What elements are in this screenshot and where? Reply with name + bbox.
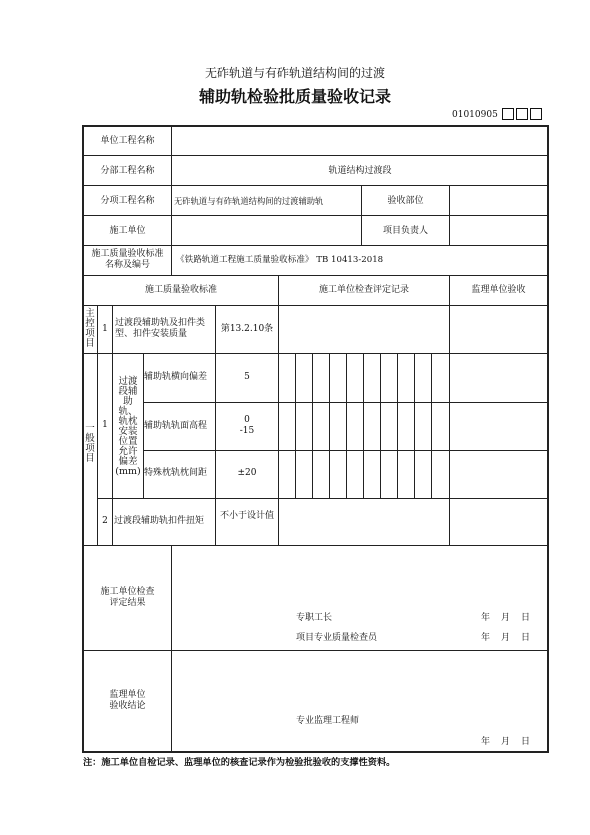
record-grid-line (380, 353, 381, 498)
row-line (82, 545, 549, 546)
tolerance-label: 过渡段辅助轨、轨枕安装位置允许偏差(mm) (115, 376, 141, 477)
standard-label-line1: 施工质量验收标准 (91, 249, 164, 259)
row-line (82, 305, 549, 306)
supervision-month: 月 (501, 737, 511, 747)
construction-unit-label: 施工单位 (109, 226, 146, 236)
standard-label-line2: 名称及编号 (104, 260, 150, 270)
col-line (361, 185, 362, 245)
inspection-location-label: 验收部位 (387, 196, 424, 206)
supervision-day: 日 (521, 737, 531, 747)
general-item-torque: 过渡段辅助轨扣件扭矩 (114, 516, 205, 526)
subdivision-value[interactable]: 无砟轨道与有砟轨道结构间的过渡辅助轨 (174, 196, 324, 206)
construction-day-1: 日 (521, 613, 531, 623)
table-border-right (547, 125, 549, 753)
record-grid-line (295, 353, 296, 498)
main-control-item-line2: 型、扣件安装质量 (115, 329, 188, 339)
construction-result-label-line1: 施工单位检查 (100, 587, 155, 597)
row-line (82, 185, 549, 186)
general-value-elevation-upper: 0 (244, 415, 250, 425)
construction-month-2: 月 (501, 633, 511, 643)
table-border-top (82, 125, 549, 127)
row-line (82, 353, 549, 354)
form-subtitle: 无砟轨道与有砟轨道结构间的过渡 (204, 66, 385, 80)
row-line (97, 498, 548, 499)
form-code: 01010905 (452, 110, 498, 120)
construction-year-2: 年 (481, 633, 491, 643)
supervision-engineer-label: 专业监理工程师 (296, 716, 360, 726)
record-grid-line (397, 353, 398, 498)
main-control-item-line1: 过渡段辅助轨及扣件类 (115, 318, 206, 328)
row-line (82, 155, 549, 156)
main-control-group-label: 主控项目 (85, 308, 95, 349)
col-line (449, 275, 450, 545)
col-header-supervision: 监理单位验收 (471, 285, 526, 295)
row-line (82, 275, 549, 276)
construction-year-1: 年 (481, 613, 491, 623)
main-control-clause: 第13.2.10条 (220, 324, 274, 334)
row-line (82, 245, 549, 246)
supervision-result-label-line2: 验收结论 (109, 701, 146, 711)
construction-day-2: 日 (521, 633, 531, 643)
general-no-1: 1 (102, 420, 108, 430)
general-no-2: 2 (102, 516, 108, 526)
general-value-sleeper-spacing: ±20 (237, 468, 257, 478)
standard-value[interactable]: 《铁路轨道工程施工质量验收标准》 TB 10413-2018 (176, 255, 384, 265)
general-group-label: 一般项目 (85, 423, 95, 464)
general-value-elevation-lower: -15 (239, 426, 255, 436)
construction-result-label-line2: 评定结果 (109, 598, 146, 608)
form-title: 辅助轨检验批质量验收记录 (198, 87, 391, 106)
general-item-lateral: 辅助轨横向偏差 (144, 372, 208, 382)
construction-month-1: 月 (501, 613, 511, 623)
supervision-result-label-line1: 监理单位 (109, 690, 146, 700)
general-value-lateral: 5 (244, 372, 250, 382)
record-grid-line (414, 353, 415, 498)
general-value-torque: 不小于设计值 (219, 511, 274, 521)
col-line (171, 125, 172, 275)
unit-project-label: 单位工程名称 (100, 136, 155, 146)
col-line (171, 545, 172, 751)
footnote: 注：施工单位自检记录、监理单位的核查记录作为检验批验收的支撑性资料。 (83, 757, 396, 768)
row-line (82, 215, 549, 216)
project-manager-label: 项目负责人 (382, 226, 428, 236)
supervision-year: 年 (481, 737, 491, 747)
code-box-3[interactable] (530, 108, 542, 120)
row-line (82, 650, 549, 651)
code-box-1[interactable] (502, 108, 514, 120)
main-control-no: 1 (102, 324, 108, 334)
code-box-2[interactable] (516, 108, 528, 120)
subdivision-label: 分项工程名称 (100, 196, 155, 206)
col-line (215, 305, 216, 545)
col-line (278, 275, 279, 545)
col-line (449, 185, 450, 245)
general-item-elevation: 辅助轨轨面高程 (144, 421, 208, 431)
record-grid-line (329, 353, 330, 498)
record-grid-line (346, 353, 347, 498)
quality-inspector-label: 项目专业质量检查员 (296, 633, 378, 643)
col-line (112, 305, 113, 545)
table-border-bottom (82, 751, 549, 753)
foreman-label: 专职工长 (296, 613, 333, 623)
col-header-construction-record: 施工单位检查评定记录 (318, 285, 409, 295)
division-label: 分部工程名称 (100, 166, 155, 176)
record-grid-line (312, 353, 313, 498)
record-grid-line (363, 353, 364, 498)
division-value[interactable]: 轨道结构过渡段 (328, 166, 392, 176)
record-grid-line (431, 353, 432, 498)
col-header-standard: 施工质量验收标准 (144, 285, 217, 295)
general-item-sleeper-spacing: 特殊枕轨枕间距 (144, 468, 208, 478)
